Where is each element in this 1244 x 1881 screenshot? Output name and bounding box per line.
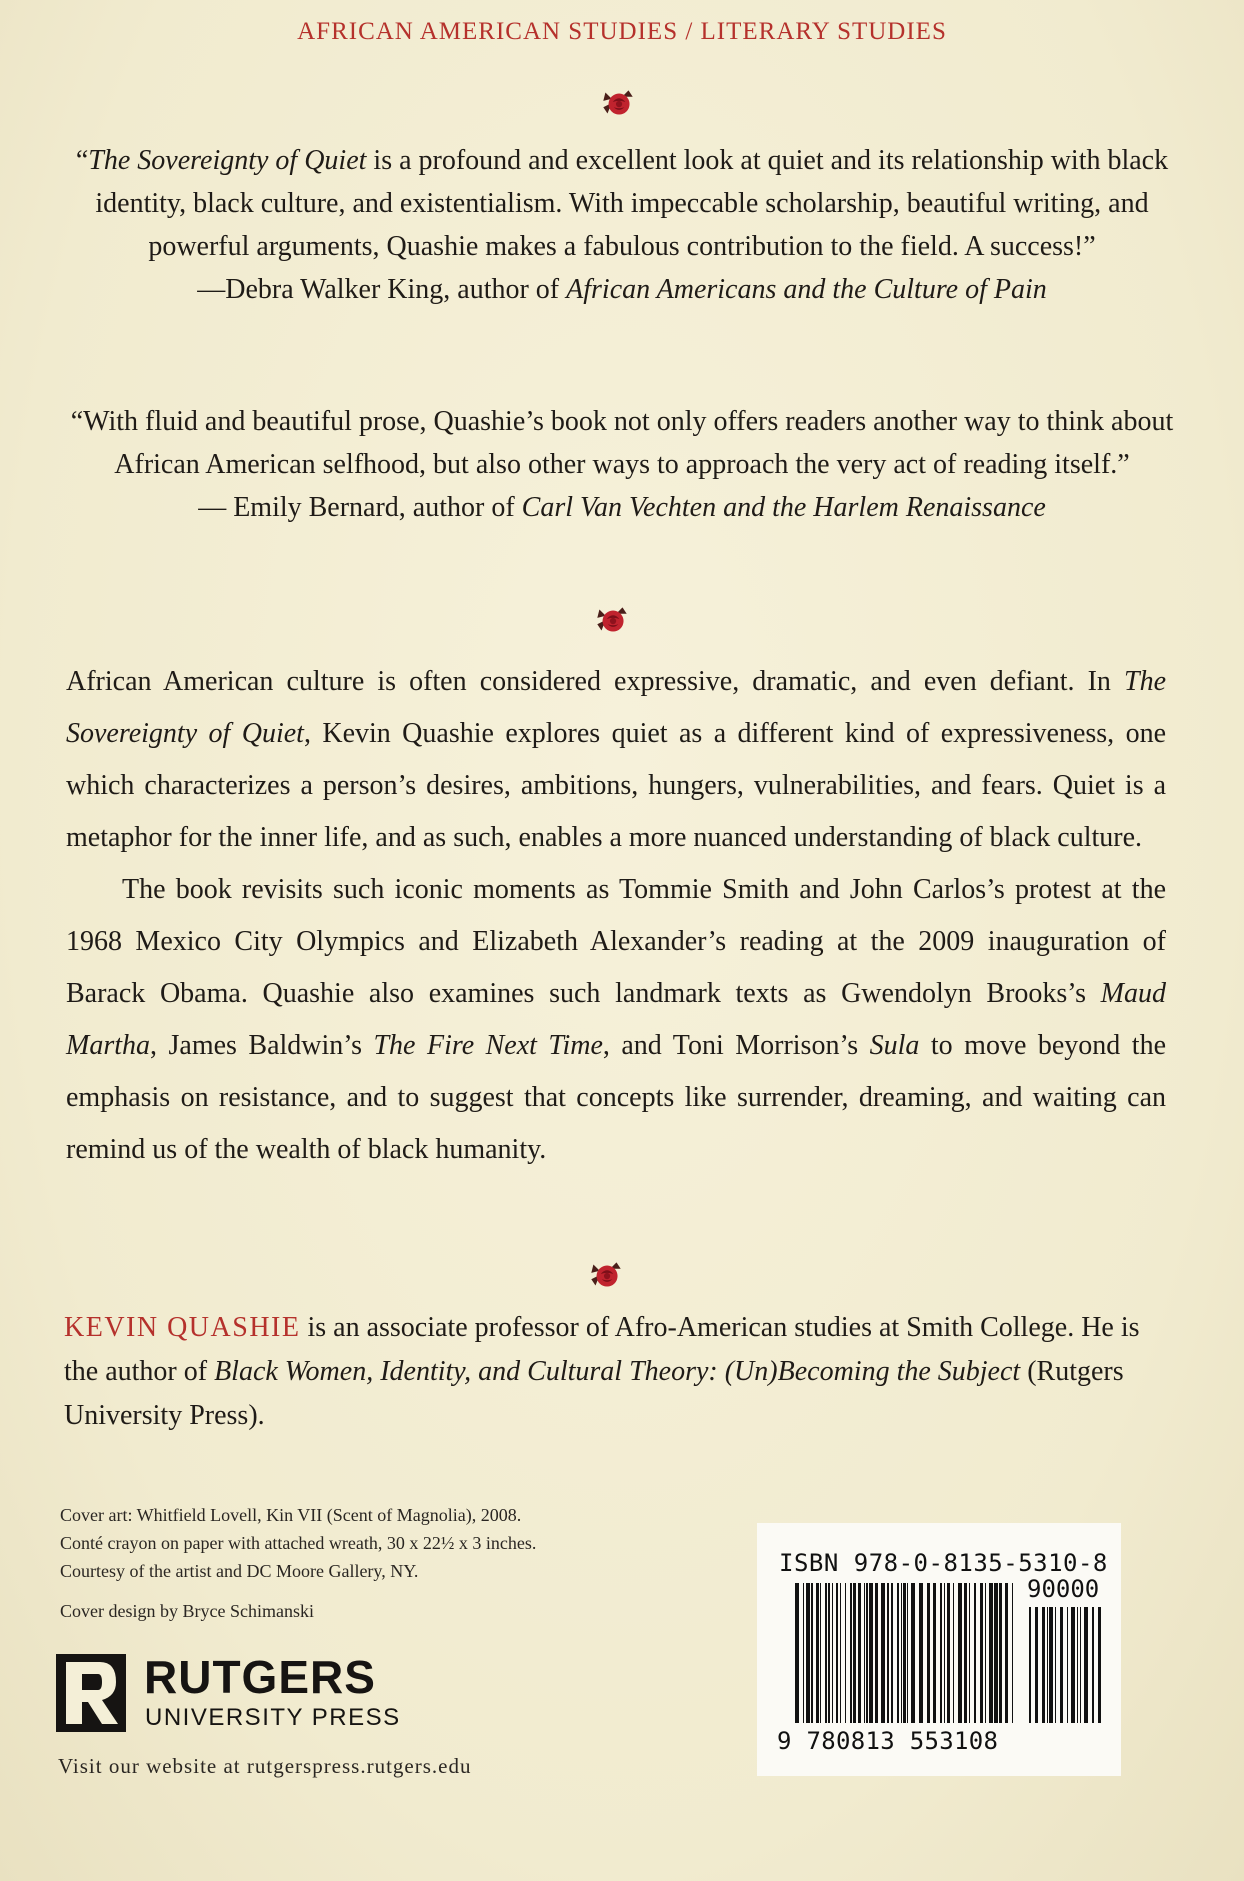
barcode-bar: [858, 1583, 861, 1723]
barcode-bar: [927, 1583, 930, 1723]
barcode-bar: [999, 1583, 1002, 1723]
credit-line: Courtesy of the artist and DC Moore Gallery, NY.: [60, 1561, 419, 1581]
isbn-barcode: [757, 1523, 1121, 1776]
barcode-bar: [825, 1583, 827, 1723]
cover-credits: [60, 1501, 700, 1625]
rose-ornament-icon: [585, 1254, 627, 1296]
rutgers-r-icon: [56, 1654, 126, 1732]
barcode-bar: [985, 1583, 986, 1723]
barcode-bar: [820, 1583, 821, 1723]
barcode-bar: [1055, 1607, 1056, 1723]
barcode-bar: [897, 1583, 899, 1723]
barcode-bar: [1047, 1607, 1048, 1723]
barcode-bar: [828, 1583, 830, 1723]
barcode-bar: [875, 1583, 878, 1723]
rose-ornament-icon: [597, 82, 639, 124]
barcode-bar: [1049, 1607, 1053, 1723]
barcode-bar: [1060, 1607, 1063, 1723]
publisher-subtitle: UNIVERSITY PRESS: [145, 1704, 401, 1731]
barcode-bar: [1071, 1607, 1075, 1723]
book-description: [66, 656, 1166, 1176]
category-label: AFRICAN AMERICAN STUDIES / LITERARY STUDIES: [297, 18, 947, 45]
barcode-bar: [869, 1583, 873, 1723]
rose-ornament-icon: [591, 599, 633, 641]
price-addon: 90000: [1027, 1575, 1100, 1603]
barcode-bar: [1067, 1607, 1068, 1723]
barcode-bar: [887, 1583, 889, 1723]
barcode-bar: [891, 1583, 893, 1723]
ean-number: 9 780813 553108: [777, 1727, 999, 1755]
barcode-bar: [994, 1583, 998, 1723]
credit-line: Conté crayon on paper with attached wreath, 30 x 22½ x 3 inches.: [60, 1533, 537, 1553]
isbn-number: ISBN 978-0-8135-5310-8: [779, 1549, 1108, 1577]
barcode-bar: [947, 1583, 950, 1723]
barcode-bar: [1012, 1583, 1013, 1723]
barcode-bar: [1084, 1607, 1088, 1723]
barcode-bar: [903, 1583, 906, 1723]
description-paragraph: The book revisits such iconic moments as Tommie Smith and John Carlos’s protest at the 1968 Mexico City Olympics and Elizabeth Alexander’s reading at the 2009 inauguration of Barack Obama. Quashie also examines such landmark texts as Gwendolyn Brooks’s Maud Martha, James Baldwin’s The Fire Next Time, and Toni Morrison’s Sula to move beyond the emphasis on resistance, and to suggest that concepts like surrender, dreaming, and waiting can remind us of the wealth of black humanity.: [66, 874, 1167, 1165]
barcode-bar: [944, 1583, 945, 1723]
barcode-bar: [1080, 1607, 1081, 1723]
barcode-bar: [832, 1583, 833, 1723]
barcode-bar: [836, 1583, 838, 1723]
quote-bernard-attribution: — Emily Bernard, author of Carl Van Vechten and the Harlem Renaissance: [198, 492, 1046, 523]
barcode-bar: [940, 1583, 942, 1723]
cover-design-credit: Cover design by Bryce Schimanski: [60, 1601, 314, 1621]
quote-king-body: “The Sovereignty of Quiet is a profound and excellent look at quiet and its relationship with black identity, black culture, and existentialism. With impeccable scholarship, beautiful writing, and powerful arguments, Quashie makes a fabulous contribution to the field. A success!”: [75, 145, 1169, 262]
barcode-bar: [1077, 1607, 1078, 1723]
barcode-bar: [953, 1583, 954, 1723]
quote-bernard: [60, 400, 1184, 529]
barcode-bar: [881, 1583, 885, 1723]
barcode-bar: [850, 1583, 852, 1723]
barcode-bar: [1035, 1607, 1038, 1723]
barcode-bar: [811, 1583, 813, 1723]
barcode-bar: [1042, 1607, 1045, 1723]
barcode-bar: [958, 1583, 962, 1723]
ean-barcode: [795, 1583, 1019, 1729]
author-name: KEVIN QUASHIE: [64, 1312, 301, 1343]
author-bio: KEVIN QUASHIE is an associate professor of Afro-American studies at Smith College. He is the author of Black Women, Identity, and Cultural Theory: (Un)Becoming the Subject (Rutgers University Press).: [64, 1312, 1140, 1431]
quote-bernard-body: “With fluid and beautiful prose, Quashie’s book not only offers readers another way to think about African American selfhood, but also other ways to approach the very act of reading itself.”: [70, 406, 1174, 480]
barcode-bar: [1005, 1583, 1008, 1723]
barcode-bar: [816, 1583, 819, 1723]
barcode-bar: [1092, 1607, 1094, 1723]
description-paragraph: African American culture is often considered expressive, dramatic, and even defiant. In The Sovereignty of Quiet, Kevin Quashie explores quiet as a different kind of expressiveness, one which characterizes a person’s desires, ambitions, hungers, vulnerabilities, and fears. Quiet is a metaphor for the inner life, and as such, enables a more nuanced understanding of black culture.: [66, 666, 1166, 853]
barcode-bar: [969, 1583, 970, 1723]
addon-barcode: [1029, 1607, 1105, 1753]
barcode-bar: [901, 1583, 902, 1723]
publisher-website: Visit our website at rutgerspress.rutgers.edu: [58, 1754, 472, 1778]
barcode-bar: [907, 1583, 908, 1723]
barcode-bar: [1029, 1607, 1031, 1723]
quote-king: [60, 139, 1184, 311]
barcode-bar: [795, 1583, 799, 1723]
barcode-bar: [933, 1583, 936, 1723]
barcode-bar: [866, 1583, 868, 1723]
author-other-book: Black Women, Identity, and Cultural Theory: (Un)Becoming the Subject: [214, 1356, 1021, 1387]
barcode-bar: [803, 1583, 804, 1723]
barcode-bar: [845, 1583, 846, 1723]
barcode-bar: [1098, 1607, 1101, 1723]
barcode-bar: [911, 1583, 915, 1723]
barcode-bar: [853, 1583, 856, 1723]
publisher-name: RUTGERS: [144, 1651, 376, 1703]
barcode-bar: [919, 1583, 923, 1723]
barcode-bar: [989, 1583, 993, 1723]
publisher-logo: [56, 1651, 416, 1734]
barcode-bar: [864, 1583, 865, 1723]
barcode-bar: [806, 1583, 810, 1723]
barcode-bar: [974, 1583, 976, 1723]
quote-king-attribution: —Debra Walker King, author of African Americans and the Culture of Pain: [197, 274, 1047, 305]
barcode-bar: [964, 1583, 967, 1723]
barcode-bar: [980, 1583, 983, 1723]
credit-line: Cover art: Whitfield Lovell, Kin VII (Scent of Magnolia), 2008.: [60, 1505, 522, 1525]
barcode-bar: [840, 1583, 841, 1723]
